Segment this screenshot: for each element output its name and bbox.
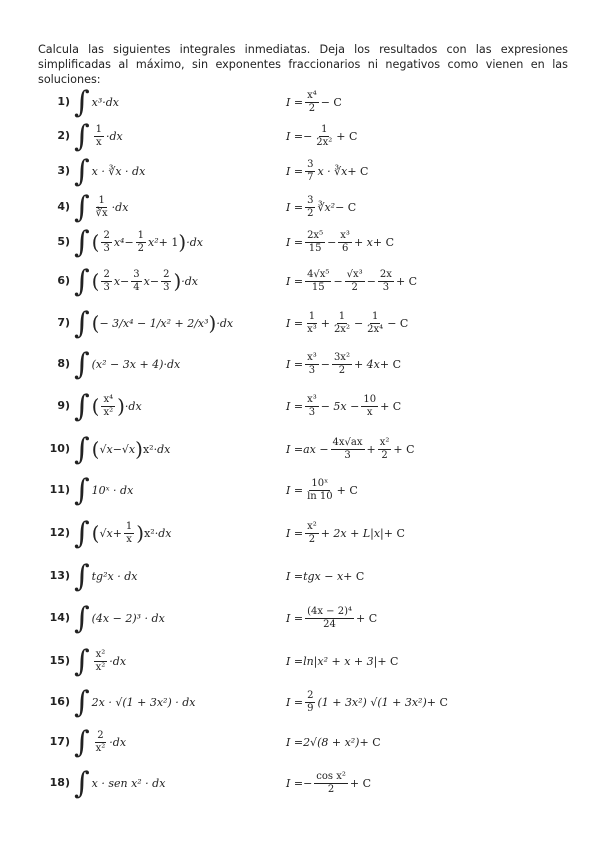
math-term: x²	[142, 442, 154, 456]
fraction	[305, 352, 319, 377]
numerator: 1	[125, 520, 133, 532]
denominator: 7	[307, 171, 314, 183]
integral-sign: ∫	[74, 601, 90, 636]
constant: + C	[383, 526, 405, 540]
integral-expression: ∫ ( $\frac{2}{3}$ x − $\frac{3}{4}$ x − $\frac{2}{3}$ ) ·dx	[74, 264, 199, 299]
integral-expression	[74, 557, 137, 595]
paren: (	[91, 437, 100, 461]
constant: + C	[379, 357, 402, 371]
paren: )	[208, 311, 217, 335]
numerator: 3	[307, 158, 314, 170]
integral-solution	[286, 188, 356, 226]
exercise-row	[0, 642, 600, 680]
denominator: x	[96, 136, 102, 148]
result-label: I =	[286, 235, 304, 249]
fraction	[94, 730, 108, 755]
integral-solution: I = $\frac{\text{x³}}{3}$ − $\frac{\text{3x²}}{2}$ + 4x + C	[286, 351, 402, 376]
fraction	[345, 269, 365, 294]
fraction	[378, 269, 394, 294]
numerator: cos x²	[316, 770, 346, 782]
exercise-number: 16)	[49, 695, 70, 708]
result-label: I =	[286, 316, 304, 330]
constant: − C	[335, 200, 357, 214]
math-term: √	[121, 442, 129, 456]
exercise-row	[0, 345, 600, 383]
paren: )	[135, 437, 143, 461]
paren: (	[91, 269, 100, 293]
math-term: 2√(8 + x²)	[303, 735, 360, 749]
denominator: 15	[308, 242, 322, 254]
numerator: x²	[379, 436, 390, 448]
numerator: 2	[97, 729, 104, 741]
integral-expression	[74, 723, 126, 761]
exercise-number: 11)	[49, 483, 70, 496]
fraction	[331, 437, 365, 462]
fraction	[101, 269, 111, 294]
constant: + C	[395, 274, 418, 288]
result-label: I =	[286, 654, 304, 668]
math-term: x²	[144, 526, 155, 540]
fraction	[131, 269, 141, 294]
numerator: 2	[307, 689, 314, 701]
integral-expression	[74, 152, 145, 190]
math-term: − 5x −	[320, 399, 360, 413]
numerator: 1	[371, 310, 379, 322]
constant: − C	[387, 316, 409, 330]
fraction	[305, 690, 315, 715]
denominator: 2	[308, 102, 316, 114]
integral-sign: ∫	[74, 432, 90, 467]
paren: (	[91, 311, 100, 335]
constant: + C	[380, 399, 402, 413]
fraction	[305, 394, 319, 419]
exercise-row	[0, 683, 600, 721]
integral-solution	[286, 599, 377, 637]
exercise-number: 13)	[49, 569, 70, 582]
numerator: 3	[307, 194, 314, 206]
constant: + C	[355, 611, 378, 625]
denominator: x²	[95, 742, 106, 754]
denominator: 2	[137, 242, 145, 254]
math-term: − 3/x⁴ − 1/x² + 2/x³	[99, 316, 209, 330]
result-label: I =	[286, 399, 304, 413]
constant: + C	[336, 483, 358, 497]
math-term: 2x · √(1 + 3x²) · dx	[91, 695, 196, 709]
result-label: I =	[286, 129, 304, 143]
differential: ·dx	[124, 399, 142, 413]
numerator: 2	[103, 229, 110, 241]
numerator: 4x√ax	[332, 436, 363, 448]
paren: (	[91, 230, 100, 254]
denominator: 3	[382, 281, 390, 293]
exercise-row	[0, 471, 600, 509]
denominator: 2	[351, 281, 358, 293]
integral-solution: I = − $\frac{1}{\text{2x²}}$ + C	[286, 123, 358, 148]
denominator: x²	[95, 661, 106, 673]
fraction	[338, 230, 352, 255]
result-label: I =	[286, 611, 304, 625]
integral-solution	[286, 514, 405, 552]
denominator: 2	[338, 364, 346, 376]
fraction	[305, 311, 319, 336]
integral-solution	[286, 642, 398, 680]
exercise-number: 5)	[57, 235, 70, 248]
exercise-row	[0, 83, 600, 121]
result-label: I =	[286, 695, 304, 709]
math-term: (1 + 3x²) √(1 + 3x²)	[317, 695, 427, 709]
numerator: x⁴	[103, 393, 114, 405]
numerator: 10ˣ	[311, 477, 329, 489]
fraction	[365, 311, 385, 336]
constant: − C	[320, 95, 342, 109]
denominator: 2	[307, 207, 314, 219]
integral-sign: ∫	[74, 473, 90, 508]
integral-solution: I = $\frac{\text{2x⁵}}{15}$ − $\frac{\text{x³}}{6}$ + x + C	[286, 229, 395, 254]
integral-expression: ∫ ( √ x − √ x ) x² ·dx	[74, 432, 171, 467]
exercise-number: 2)	[57, 129, 70, 142]
denominator: x³	[307, 323, 317, 335]
fraction	[378, 437, 392, 462]
integral-expression	[74, 642, 126, 680]
numerator: 1	[321, 123, 328, 135]
result-label: I =	[286, 164, 304, 178]
math-term: ax −	[303, 442, 329, 456]
denominator: 3	[163, 281, 170, 293]
numerator: 4√x⁵	[307, 268, 330, 280]
result-label: I =	[286, 200, 304, 214]
exercise-row	[0, 152, 600, 190]
math-term: x · ∛x · dx	[91, 164, 146, 178]
math-term: x · ∛x	[317, 164, 348, 178]
numerator: 1	[338, 310, 346, 322]
paren: )	[117, 394, 125, 418]
exercise-number: 14)	[49, 611, 70, 624]
numerator: 1	[308, 310, 316, 322]
fraction	[305, 159, 315, 184]
constant: + C	[343, 569, 365, 583]
fraction	[332, 352, 352, 377]
paren: )	[173, 269, 182, 293]
math-term: (4x − 2)³ · dx	[91, 611, 165, 625]
exercise-number: 4)	[57, 200, 70, 213]
numerator: 3	[133, 268, 140, 280]
denominator: 3	[344, 449, 351, 461]
exercise-row	[0, 557, 600, 595]
math-term: x³	[91, 95, 103, 109]
integral-sign: ∫	[74, 190, 90, 225]
integral-expression	[74, 83, 119, 121]
result-label: I =	[286, 357, 304, 371]
fraction	[314, 771, 348, 796]
integral-expression	[74, 764, 165, 802]
denominator: 2	[308, 533, 316, 545]
integral-sign: ∫	[74, 225, 90, 260]
numerator: (4x − 2)⁴	[307, 605, 352, 617]
exercise-number: 18)	[49, 776, 70, 789]
differential: ·dx	[109, 654, 127, 668]
exercise-row	[0, 304, 600, 342]
constant: + C	[349, 776, 372, 790]
math-term: x	[106, 526, 113, 540]
denominator: ∛x	[95, 207, 108, 219]
integral-solution	[286, 471, 358, 509]
denominator: 6	[341, 242, 349, 254]
result-label: I =	[286, 442, 304, 456]
denominator: 2	[381, 449, 388, 461]
paren: (	[91, 521, 100, 545]
fraction	[305, 195, 315, 220]
integral-solution	[286, 152, 368, 190]
denominator: x	[366, 406, 373, 418]
math-term: x²	[148, 235, 159, 249]
integral-expression	[74, 117, 123, 155]
constant: + C	[372, 235, 395, 249]
numerator: x²	[307, 520, 317, 532]
integral-sign: ∫	[74, 264, 90, 299]
exercise-row	[0, 723, 600, 761]
integral-expression	[74, 683, 195, 721]
paren: )	[136, 521, 145, 545]
denominator: x²	[103, 406, 114, 418]
denominator: ln 10	[307, 490, 333, 502]
numerator: x³	[307, 351, 317, 363]
math-term: tgx − x	[303, 569, 344, 583]
exercise-number: 8)	[57, 357, 70, 370]
constant: + C	[336, 129, 358, 143]
math-term: x	[106, 442, 113, 456]
result-label: I =	[286, 569, 304, 583]
differential: ·dx	[153, 442, 171, 456]
numerator: 2x⁵	[307, 229, 324, 241]
denominator: 3	[308, 406, 316, 418]
math-term: (x² − 3x + 4)·dx	[91, 357, 181, 371]
differential: ·dx	[109, 735, 127, 749]
exercise-row	[0, 188, 600, 226]
integral-expression	[74, 188, 128, 226]
denominator: 3	[103, 242, 110, 254]
denominator: 2x²	[333, 323, 350, 335]
numerator: 2	[103, 268, 110, 280]
integral-sign: ∫	[74, 725, 90, 760]
fraction	[305, 478, 335, 503]
integral-sign: ∫	[74, 85, 90, 120]
fraction	[101, 394, 115, 419]
denominator: 3	[308, 364, 316, 376]
fraction	[305, 606, 354, 631]
differential: ·dx	[111, 200, 129, 214]
integral-sign: ∫	[74, 389, 90, 424]
integral-expression	[74, 387, 142, 425]
math-term: x · sen x² · dx	[91, 776, 166, 790]
fraction	[332, 311, 352, 336]
integral-solution	[286, 557, 364, 595]
fraction	[161, 269, 171, 294]
exercise-number: 17)	[49, 735, 70, 748]
exercise-row	[0, 262, 600, 300]
integral-sign: ∫	[74, 119, 90, 154]
math-term: ∛x²	[317, 200, 336, 214]
exercise-row	[0, 117, 600, 155]
result-label: I =	[286, 483, 304, 497]
constant: + C	[393, 442, 415, 456]
integral-sign: ∫	[74, 766, 90, 801]
fraction	[305, 269, 331, 294]
integral-solution	[286, 723, 381, 761]
denominator: 3	[103, 281, 110, 293]
numerator: 1	[98, 194, 105, 206]
integral-sign: ∫	[74, 347, 90, 382]
math-term: √	[99, 442, 107, 456]
fraction	[361, 394, 378, 419]
exercise-row	[0, 514, 600, 552]
math-term: + 2x + L|x|	[320, 526, 384, 540]
numerator: 1	[137, 229, 145, 241]
fraction	[305, 521, 319, 546]
fraction	[136, 230, 146, 255]
exercise-number: 15)	[49, 654, 70, 667]
differential: ·dx	[216, 316, 234, 330]
differential: ·dx	[181, 274, 199, 288]
integral-solution: I = $\frac{1}{\text{x³}}$ + $\frac{1}{\text{2x²}}$ − $\frac{1}{\text{2x⁴}}$ − C	[286, 310, 409, 335]
result-label: I =	[286, 776, 304, 790]
integral-sign: ∫	[74, 685, 90, 720]
numerator: x³	[340, 229, 350, 241]
result-label: I =	[286, 735, 304, 749]
integral-sign: ∫	[74, 516, 90, 551]
differential: ·dx	[186, 235, 203, 249]
integral-expression	[74, 471, 133, 509]
integral-expression	[74, 304, 233, 342]
exercise-instructions: Calcula las siguientes integrales inmediatas. Deja los resultados con las expresiones simplificadas al máximo, sin exponentes fraccionarios ni negativos como vienen en las soluciones:	[38, 43, 568, 86]
constant: + C	[426, 695, 448, 709]
denominator: 2x²	[316, 136, 333, 148]
denominator: 15	[311, 281, 325, 293]
math-term: √	[99, 526, 107, 540]
numerator: 1	[95, 123, 103, 135]
fraction	[124, 521, 134, 546]
math-term: tg²x · dx	[91, 569, 138, 583]
math-term: + 4x	[353, 357, 380, 371]
math-term: ln|x² + x + 3|	[303, 654, 378, 668]
constant: + C	[377, 654, 399, 668]
result-label: I =	[286, 526, 304, 540]
integral-solution: I = ax − $\frac{4x√ax}{3}$ + $\frac{\text{x²}}{2}$ + C	[286, 436, 415, 461]
exercise-row	[0, 599, 600, 637]
integral-solution	[286, 83, 342, 121]
numerator: x⁴	[307, 89, 317, 101]
exercise-number: 7)	[57, 316, 70, 329]
constant: + C	[347, 164, 369, 178]
math-term: x	[128, 442, 136, 456]
fraction	[94, 195, 110, 220]
result-label: I =	[286, 95, 304, 109]
numerator: 2	[163, 268, 170, 280]
integral-expression: ∫ ( $\frac{2}{3}$ x⁴ − $\frac{1}{2}$ x² + 1 ) ·dx	[74, 225, 203, 260]
integral-sign: ∫	[74, 559, 90, 594]
integral-sign: ∫	[74, 154, 90, 189]
numerator: 10	[363, 393, 377, 405]
integral-sign: ∫	[74, 644, 90, 679]
fraction	[314, 124, 334, 149]
denominator: 9	[307, 702, 314, 714]
fraction	[305, 230, 325, 255]
exercise-number: 1)	[57, 95, 70, 108]
fraction	[101, 230, 111, 255]
numerator: √x³	[346, 268, 363, 280]
denominator: 4	[133, 281, 140, 293]
integral-solution: I = − $\frac{\text{cos x²}}{2}$ + C	[286, 770, 372, 795]
integral-expression	[74, 599, 165, 637]
exercise-number: 6)	[57, 274, 70, 287]
fraction	[94, 124, 104, 149]
constant: + C	[359, 735, 381, 749]
math-term: + x	[353, 235, 373, 249]
exercise-row	[0, 387, 600, 425]
exercise-row	[0, 430, 600, 468]
differential: ·dx	[102, 95, 120, 109]
numerator: 2x	[379, 268, 392, 280]
exercise-row	[0, 223, 600, 261]
exercise-number: 12)	[49, 526, 70, 539]
fraction	[305, 90, 319, 115]
integral-solution	[286, 683, 448, 721]
exercise-number: 3)	[57, 164, 70, 177]
denominator: x	[126, 533, 132, 545]
result-label: I =	[286, 274, 304, 288]
paren: )	[178, 230, 187, 254]
numerator: x²	[95, 648, 106, 660]
differential: ·dx	[154, 526, 172, 540]
integral-solution: I = $\frac{\text{4√x⁵}}{15}$ − $\frac{\text{√x³}}{2}$ − $\frac{2x}{3}$ + C	[286, 268, 418, 293]
integral-sign: ∫	[74, 306, 90, 341]
math-term: x⁴	[113, 235, 125, 249]
integral-solution	[286, 387, 401, 425]
exercise-number: 9)	[57, 399, 70, 412]
exercise-number: 10)	[49, 442, 70, 455]
integral-expression: ∫ ( √ x + $\frac{1}{x}$ ) x² ·dx	[74, 516, 172, 551]
denominator: 2x⁴	[367, 323, 384, 335]
fraction	[94, 649, 108, 674]
math-term: 10ˣ · dx	[91, 483, 134, 497]
differential: ·dx	[106, 129, 123, 143]
exercise-row	[0, 764, 600, 802]
integral-expression	[74, 345, 180, 383]
denominator: 24	[323, 618, 336, 630]
numerator: 3x²	[333, 351, 350, 363]
paren: (	[91, 394, 100, 418]
math-term: x	[143, 274, 150, 288]
math-term: x	[113, 274, 121, 288]
denominator: 2	[327, 783, 335, 795]
numerator: x³	[307, 393, 317, 405]
